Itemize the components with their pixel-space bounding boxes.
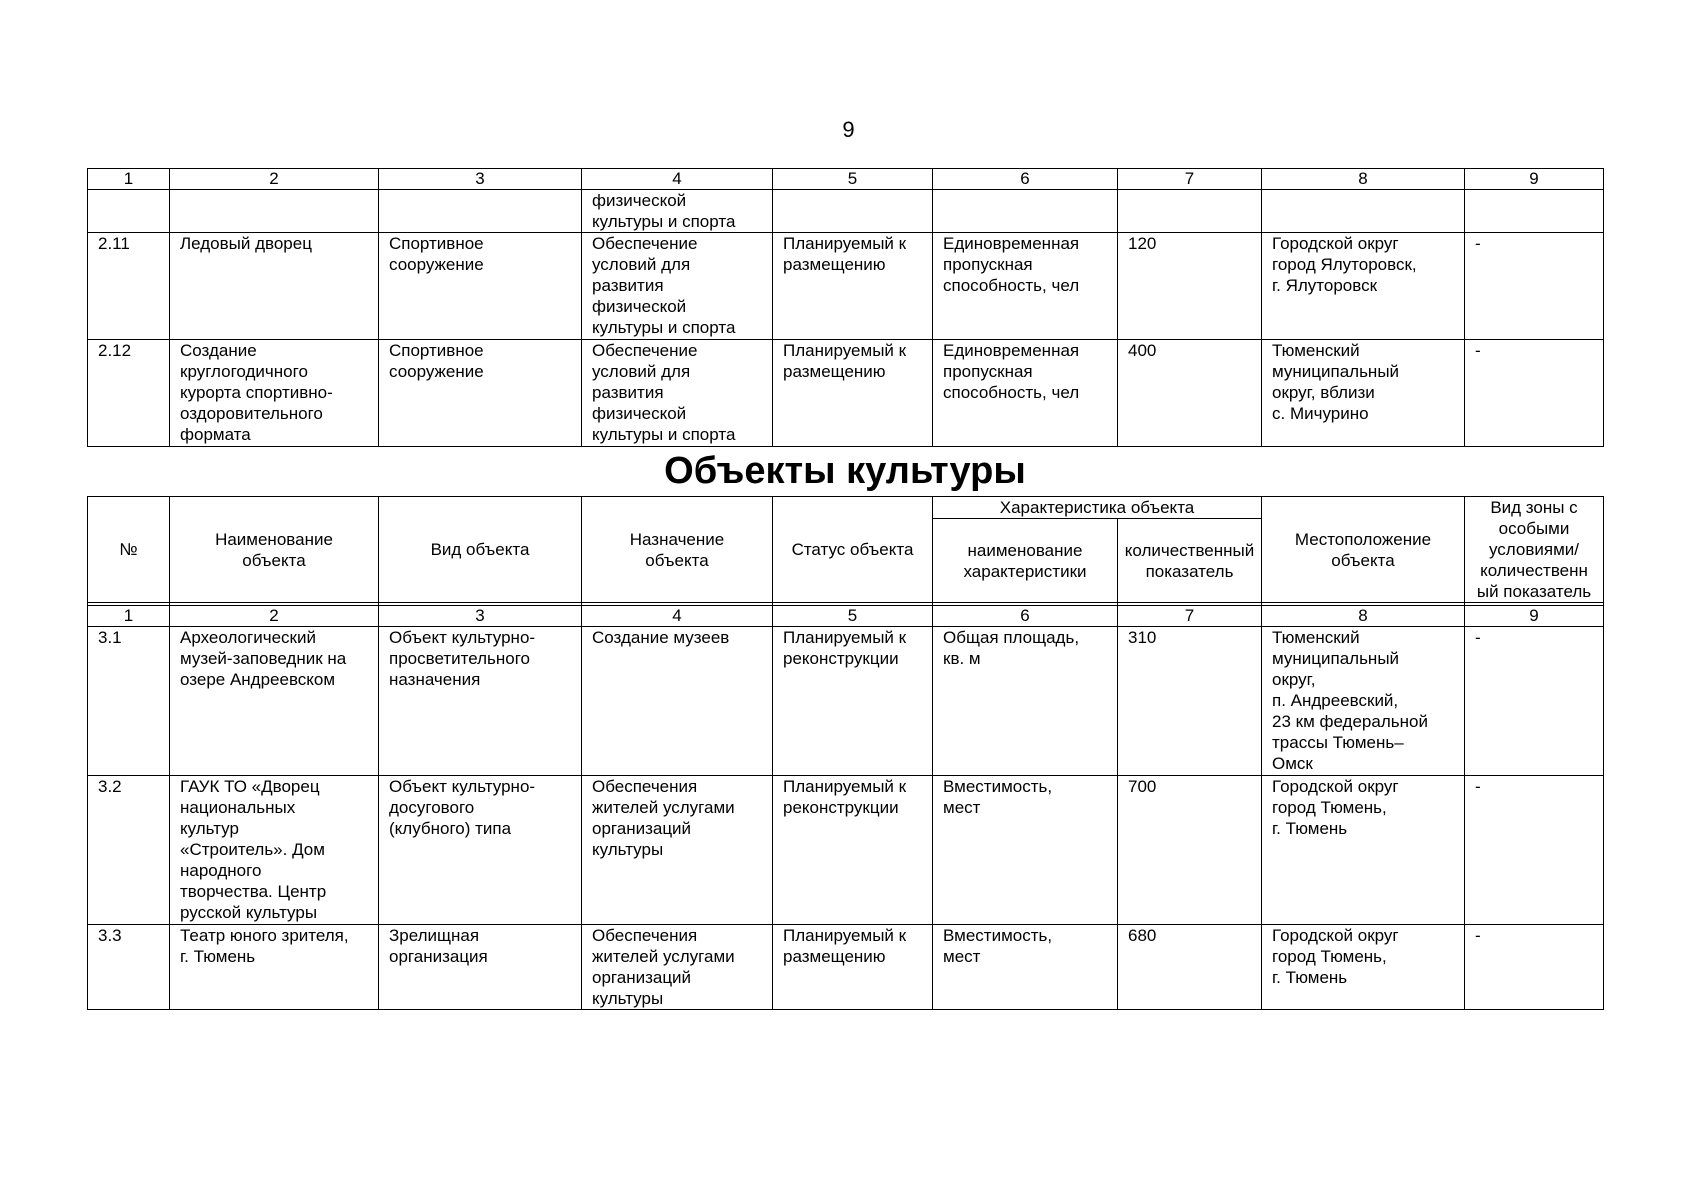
- cell-purpose: физической культуры и спорта: [582, 190, 773, 233]
- column-number: 4: [582, 606, 773, 627]
- cell-purpose: Создание музеев: [582, 627, 773, 776]
- cell-location: [1262, 190, 1465, 233]
- header-location: Местоположение объекта: [1262, 497, 1465, 603]
- table-row: [88, 925, 1604, 1010]
- cell-char-value: 120: [1118, 233, 1262, 340]
- cell-status: Планируемый к реконструкции: [773, 776, 933, 925]
- cell-purpose: Обеспечение условий для развития физической культуры и спорта: [582, 340, 773, 447]
- cell-status: Планируемый к размещению: [773, 233, 933, 340]
- header-name: Наименование объекта: [170, 497, 379, 603]
- cell-type: Объект культурно- просветительного назначения: [379, 627, 582, 776]
- column-number: 3: [379, 169, 582, 190]
- cell-purpose: Обеспечение условий для развития физической культуры и спорта: [582, 233, 773, 340]
- header-row: [88, 497, 1604, 519]
- cell-no: 3.3: [88, 925, 170, 1010]
- cell-type: Объект культурно- досугового (клубного) типа: [379, 776, 582, 925]
- column-number: 6: [933, 606, 1118, 627]
- cell-type: Спортивное сооружение: [379, 233, 582, 340]
- cell-no: 2.12: [88, 340, 170, 447]
- cell-status: Планируемый к реконструкции: [773, 627, 933, 776]
- cell-name: Археологический музей-заповедник на озере Андреевском: [170, 627, 379, 776]
- cell-purpose: Обеспечения жителей услугами организаций культуры: [582, 925, 773, 1010]
- table-row: [88, 190, 1604, 233]
- cell-location: Городской округ город Тюмень, г. Тюмень: [1262, 925, 1465, 1010]
- cell-location: Городской округ город Тюмень, г. Тюмень: [1262, 776, 1465, 925]
- cell-location: Тюменский муниципальный округ, п. Андреевский, 23 км федеральной трассы Тюмень– Омск: [1262, 627, 1465, 776]
- cell-location: Городской округ город Ялуторовск, г. Ялуторовск: [1262, 233, 1465, 340]
- column-number: 5: [773, 169, 933, 190]
- cell-char-value: 680: [1118, 925, 1262, 1010]
- table-row: [88, 627, 1604, 776]
- column-number: 2: [170, 606, 379, 627]
- cell-name: [170, 190, 379, 233]
- header-purpose: Назначение объекта: [582, 497, 773, 603]
- column-number: 7: [1118, 169, 1262, 190]
- cell-no: [88, 190, 170, 233]
- column-number: 9: [1465, 169, 1604, 190]
- cell-zone: -: [1465, 776, 1604, 925]
- cell-char-value: 310: [1118, 627, 1262, 776]
- column-number: 4: [582, 169, 773, 190]
- cell-type: [379, 190, 582, 233]
- table-row: [88, 233, 1604, 340]
- cell-purpose: Обеспечения жителей услугами организаций культуры: [582, 776, 773, 925]
- column-number: 1: [88, 169, 170, 190]
- cell-type: Зрелищная организация: [379, 925, 582, 1010]
- cell-char-name: Единовременная пропускная способность, чел: [933, 233, 1118, 340]
- cell-zone: -: [1465, 340, 1604, 447]
- column-number: 8: [1262, 169, 1465, 190]
- cell-char-name: Вместимость, мест: [933, 925, 1118, 1010]
- header-char-name: наименование характеристики: [933, 519, 1118, 603]
- cell-name: Театр юного зрителя, г. Тюмень: [170, 925, 379, 1010]
- cell-char-value: 400: [1118, 340, 1262, 447]
- header-zone: Вид зоны с особыми условиями/ количественн ый показатель: [1465, 497, 1604, 603]
- table-row: [88, 340, 1604, 447]
- cell-zone: -: [1465, 925, 1604, 1010]
- column-number: 8: [1262, 606, 1465, 627]
- cell-no: 3.2: [88, 776, 170, 925]
- column-number: 7: [1118, 606, 1262, 627]
- cell-char-value: [1118, 190, 1262, 233]
- sports-objects-table: [87, 168, 1604, 447]
- cell-char-name: Общая площадь, кв. м: [933, 627, 1118, 776]
- header-no: №: [88, 497, 170, 603]
- cell-location: Тюменский муниципальный округ, вблизи с. Мичурино: [1262, 340, 1465, 447]
- cell-name: ГАУК ТО «Дворец национальных культур «Строитель». Дом народного творчества. Центр русской культуры: [170, 776, 379, 925]
- cell-status: [773, 190, 933, 233]
- cell-status: Планируемый к размещению: [773, 925, 933, 1010]
- column-number-row: [88, 606, 1604, 627]
- column-number: 5: [773, 606, 933, 627]
- cell-zone: [1465, 190, 1604, 233]
- culture-objects-table: [87, 496, 1604, 1010]
- header-status: Статус объекта: [773, 497, 933, 603]
- table-row: [88, 776, 1604, 925]
- header-char-value: количественный показатель: [1118, 519, 1262, 603]
- column-number: 9: [1465, 606, 1604, 627]
- section-title: Объекты культуры: [664, 450, 1026, 492]
- cell-char-name: Единовременная пропускная способность, чел: [933, 340, 1118, 447]
- header-char-group: Характеристика объекта: [933, 497, 1262, 519]
- column-number: 3: [379, 606, 582, 627]
- header-type: Вид объекта: [379, 497, 582, 603]
- column-number: 1: [88, 606, 170, 627]
- cell-char-name: Вместимость, мест: [933, 776, 1118, 925]
- column-number-row: [88, 169, 1604, 190]
- column-number: 2: [170, 169, 379, 190]
- page-number: 9: [842, 117, 855, 142]
- cell-zone: -: [1465, 233, 1604, 340]
- cell-zone: -: [1465, 627, 1604, 776]
- cell-char-name: [933, 190, 1118, 233]
- cell-status: Планируемый к размещению: [773, 340, 933, 447]
- cell-name: Ледовый дворец: [170, 233, 379, 340]
- cell-name: Создание круглогодичного курорта спортивно- оздоровительного формата: [170, 340, 379, 447]
- cell-no: 3.1: [88, 627, 170, 776]
- cell-type: Спортивное сооружение: [379, 340, 582, 447]
- cell-char-value: 700: [1118, 776, 1262, 925]
- column-number: 6: [933, 169, 1118, 190]
- cell-no: 2.11: [88, 233, 170, 340]
